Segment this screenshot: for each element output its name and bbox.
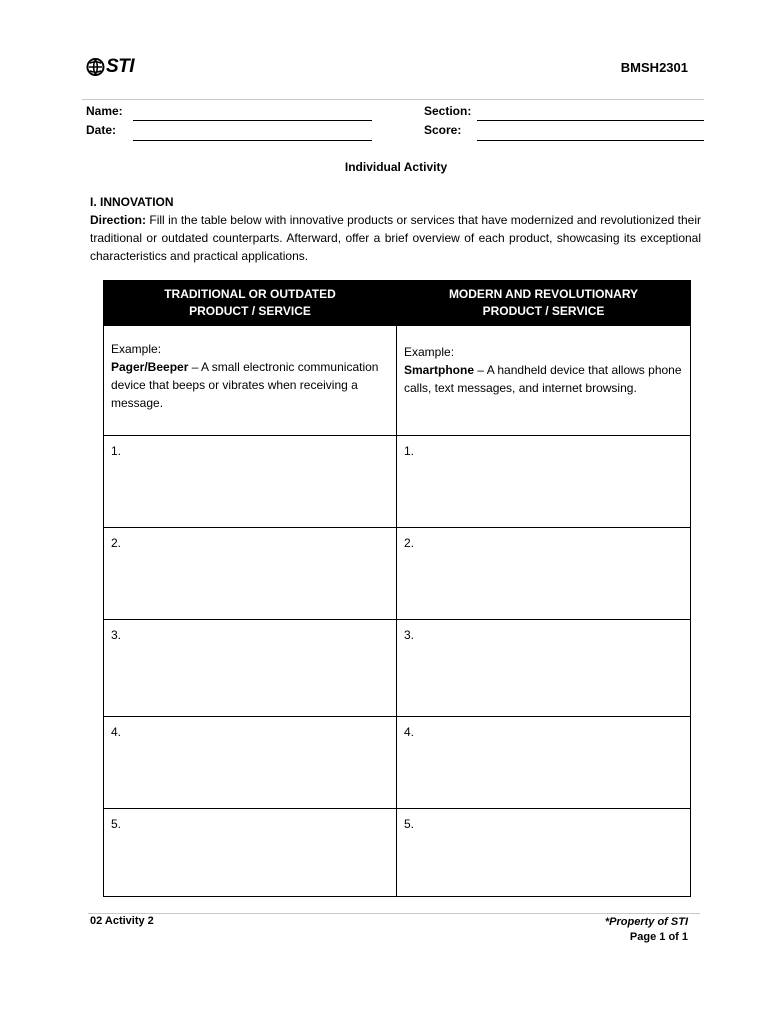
- col2-header-line1: MODERN AND REVOLUTIONARY: [448, 287, 639, 301]
- footer-page-number: Page 1 of 1: [629, 931, 688, 943]
- example-right-desc: – A handheld device that allows phone calls, text messages, and internet browsing.: [404, 363, 682, 395]
- table-cell-left[interactable]: 4.: [104, 717, 397, 809]
- col-header-modern: [397, 281, 691, 326]
- footer-info: [605, 915, 688, 945]
- example-left-desc: – A small electronic communication device that beeps or vibrates when receiving a message.: [111, 360, 379, 410]
- direction-paragraph: [90, 211, 701, 265]
- direction-text: Fill in the table below with innovative products or services that have modernized and revolutionized their traditional or outdated counterparts. Afterward, offer a brief overview of each product, showcasing its exceptional characteristics and practical applications.: [90, 213, 701, 263]
- table-cell-left[interactable]: 2.: [104, 528, 397, 620]
- score-label: Score:: [424, 123, 462, 137]
- footer-divider: [88, 913, 700, 914]
- table-cell-right[interactable]: 2.: [397, 528, 691, 620]
- date-label: Date:: [86, 123, 117, 137]
- table-cell-left[interactable]: 3.: [104, 620, 397, 717]
- example-label: Example:: [111, 342, 162, 356]
- col1-header-line2: PRODUCT / SERVICE: [189, 304, 311, 318]
- globe-icon: [86, 57, 105, 77]
- example-left-term: Pager/Beeper: [111, 360, 189, 374]
- table-cell-right[interactable]: 4.: [397, 717, 691, 809]
- sti-logo: [86, 56, 134, 78]
- table-cell-left[interactable]: 1.: [104, 436, 397, 528]
- example-cell-right: [397, 326, 691, 436]
- section-heading: I. INNOVATION: [90, 195, 174, 209]
- score-field[interactable]: [477, 140, 704, 141]
- table-cell-right[interactable]: 3.: [397, 620, 691, 717]
- table-cell-right[interactable]: 5.: [397, 809, 691, 897]
- footer-activity: 02 Activity 2: [90, 915, 154, 927]
- col2-header-line2: PRODUCT / SERVICE: [482, 304, 605, 318]
- direction-label: Direction:: [90, 213, 147, 227]
- table-cell-right[interactable]: 1.: [397, 436, 691, 528]
- innovation-table: [103, 280, 691, 897]
- name-label: Name:: [86, 104, 123, 118]
- col-header-traditional: [104, 281, 397, 326]
- date-field[interactable]: [133, 140, 372, 141]
- section-label: Section:: [424, 104, 472, 118]
- example-label: Example:: [404, 345, 455, 359]
- col1-header-line1: TRADITIONAL OR OUTDATED: [164, 287, 336, 301]
- section-field[interactable]: [477, 120, 704, 121]
- logo-text: STI: [105, 56, 134, 77]
- page-title: Individual Activity: [344, 160, 448, 174]
- name-field[interactable]: [133, 120, 372, 121]
- table-cell-left[interactable]: 5.: [104, 809, 397, 897]
- example-cell-left: [104, 326, 397, 436]
- footer-property: *Property of STI: [604, 916, 688, 928]
- example-right-term: Smartphone: [404, 363, 475, 377]
- course-code: BMSH2301: [620, 60, 688, 75]
- header-divider: [82, 99, 704, 100]
